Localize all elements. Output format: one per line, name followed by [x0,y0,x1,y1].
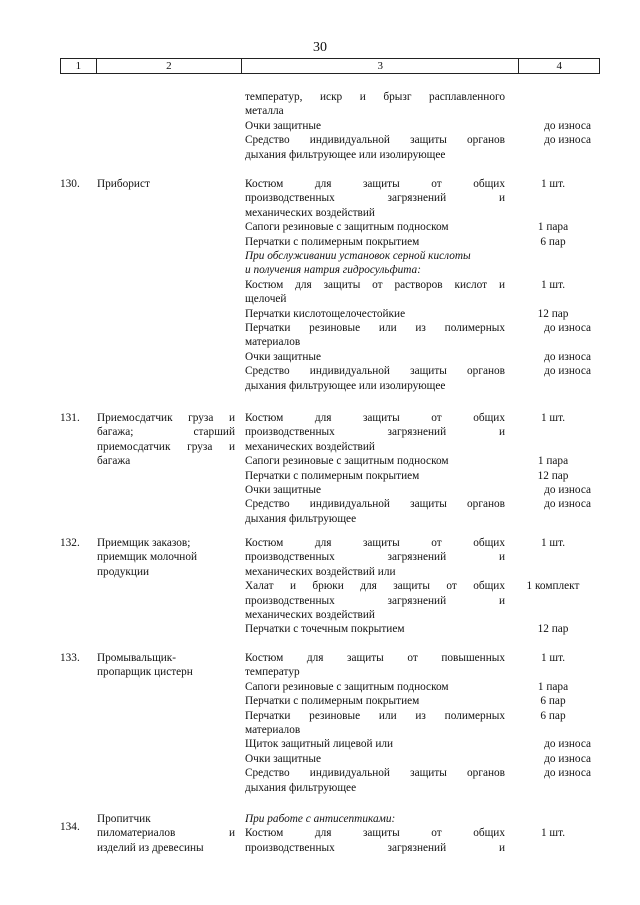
job-title [97,651,235,680]
item-line: Перчатки резиновые или из полимерных [245,322,505,335]
item-line: Средство индивидуальной защиты органов [245,498,505,511]
qty-cell: до износа [544,365,591,378]
item-line: Костюм для защиты от общих [245,537,505,549]
qty-cell: 6 пар [540,695,566,708]
qty-cell: 1 шт. [540,412,566,424]
qty-cell: 12 пар [537,623,569,636]
item-line: При обслуживании установок серной кислоты [245,250,471,263]
qty-column [515,177,591,379]
job-line: багажа [97,455,131,468]
job-title [97,411,235,469]
job-line: Приемщик заказов; [97,537,191,549]
item-line: Очки защитные [245,484,322,497]
item-line: Перчатки с полимерным покрытием [245,235,420,248]
job-line: Промывальщик- [97,652,177,664]
item-line: щелочей [245,293,287,306]
item-line: материалов [245,724,301,737]
qty-cell: 1 шт. [540,178,566,190]
job-line: багажа; старший [97,426,235,439]
item-line: Средство индивидуальной защиты органов [245,767,505,780]
job-line: изделий из древесины [97,841,204,854]
item-line: производственных загрязнений и [245,426,505,439]
item-line: производственных загрязнений и [245,841,505,854]
header-col-4: 4 [556,60,562,72]
job-title [97,536,235,579]
job-line: приемщик молочной [97,551,198,564]
item-line: механических воздействий [245,440,375,453]
qty-cell: до износа [544,738,591,751]
item-line: Костюм для защиты от растворов кислот и [245,278,505,291]
item-line: механических воздействий [245,206,375,219]
item-line: При работе с антисептиками: [245,813,396,825]
item-line: механических воздействий или [245,565,396,578]
item-line: металла [245,105,284,118]
job-line: приемосдатчик груза и [97,440,235,453]
qty-column [515,90,591,148]
qty-cell: 1 шт. [540,652,566,664]
item-line: Перчатки с полимерным покрытием [245,695,420,708]
qty-cell: 1 пара [537,221,569,234]
items-column [245,90,505,162]
table-header [60,58,600,74]
item-line: Очки защитные [245,119,322,132]
qty-cell: до износа [544,752,591,765]
item-line: Средство индивидуальной защиты органов [245,134,505,147]
qty-column [515,536,591,637]
qty-cell: до износа [544,498,591,511]
qty-cell: до износа [544,484,591,496]
qty-cell: до износа [544,767,591,780]
row-number: 131. [60,412,80,424]
item-line: производственных загрязнений и [245,551,505,564]
item-line: Перчатки с полимерным покрытием [245,469,420,482]
item-line: Средство индивидуальной защиты органов [245,365,505,378]
items-column [245,177,505,393]
item-line: дыхания фильтрующее или изолирующее [245,379,446,392]
job-title [97,812,235,855]
row-number: 134. [60,821,80,833]
item-line: Сапоги резиновые с защитным подноском [245,221,449,234]
qty-cell: 1 пара [537,455,569,468]
item-line: дыхания фильтрующее или изолирующее [245,148,446,161]
qty-cell: 1 шт. [540,827,566,840]
header-col-1: 1 [61,59,97,73]
item-line: производственных загрязнений и [245,192,505,205]
item-line: механических воздействий [245,609,375,622]
item-line: температур [245,666,300,679]
job-title [97,177,235,191]
item-line: Костюм для защиты от общих [245,412,505,424]
item-line: Очки защитные [245,350,322,363]
item-line: дыхания фильтрующее [245,781,357,794]
job-line: пропарщик цистерн [97,666,193,679]
items-column [245,411,505,526]
items-column [245,536,505,637]
qty-column [515,411,591,512]
qty-column [515,812,591,841]
qty-column [515,651,591,781]
item-line: Щиток защитный лицевой или [245,738,394,751]
item-line: производственных загрязнений и [245,594,505,607]
item-line: дыхания фильтрующее [245,512,357,525]
qty-cell: 1 шт. [540,278,566,291]
qty-cell: 6 пар [540,235,566,248]
item-line: Перчатки кислотощелочестойкие [245,307,406,320]
qty-cell: до износа [544,119,591,132]
row-number: 132. [60,537,80,549]
job-line: продукции [97,565,150,578]
item-line: Перчатки резиновые или из полимерных [245,709,505,722]
job-line: Пропитчик [97,813,151,825]
item-line: Перчатки с точечным покрытием [245,623,405,636]
item-line: Костюм для защиты от повышенных [245,652,505,664]
qty-cell: до износа [544,321,591,334]
job-line: пиломатериалов и [97,827,235,840]
item-line: материалов [245,336,301,349]
item-line: Костюм для защиты от общих [245,827,505,840]
item-line: Халат и брюки для защиты от общих [245,580,505,593]
items-column [245,651,505,795]
item-line: Костюм для защиты от общих [245,178,505,190]
job-line: Приемосдатчик груза и [97,412,235,424]
header-col-2: 2 [97,59,242,73]
qty-cell: 12 пар [537,307,569,320]
item-line: температур, искр и брызг расплавленного [245,91,505,103]
row-number: 130. [60,178,80,190]
item-line: Очки защитные [245,752,322,765]
qty-cell: 1 шт. [540,537,566,549]
item-line: Сапоги резиновые с защитным подноском [245,455,449,468]
qty-cell: 1 комплект [526,580,580,593]
page-number: 30 [313,40,327,55]
qty-cell: до износа [544,134,591,147]
header-col-3: 3 [242,59,519,73]
qty-cell: 1 пара [537,680,569,693]
items-column [245,812,505,855]
qty-cell: 12 пар [537,469,569,482]
item-line: Сапоги резиновые с защитным подноском [245,680,449,693]
item-line: и получения натрия гидросульфита: [245,264,421,277]
row-number: 133. [60,652,80,664]
qty-cell: 6 пар [540,709,566,722]
qty-cell: до износа [544,350,591,363]
job-line: Приборист [97,178,150,190]
